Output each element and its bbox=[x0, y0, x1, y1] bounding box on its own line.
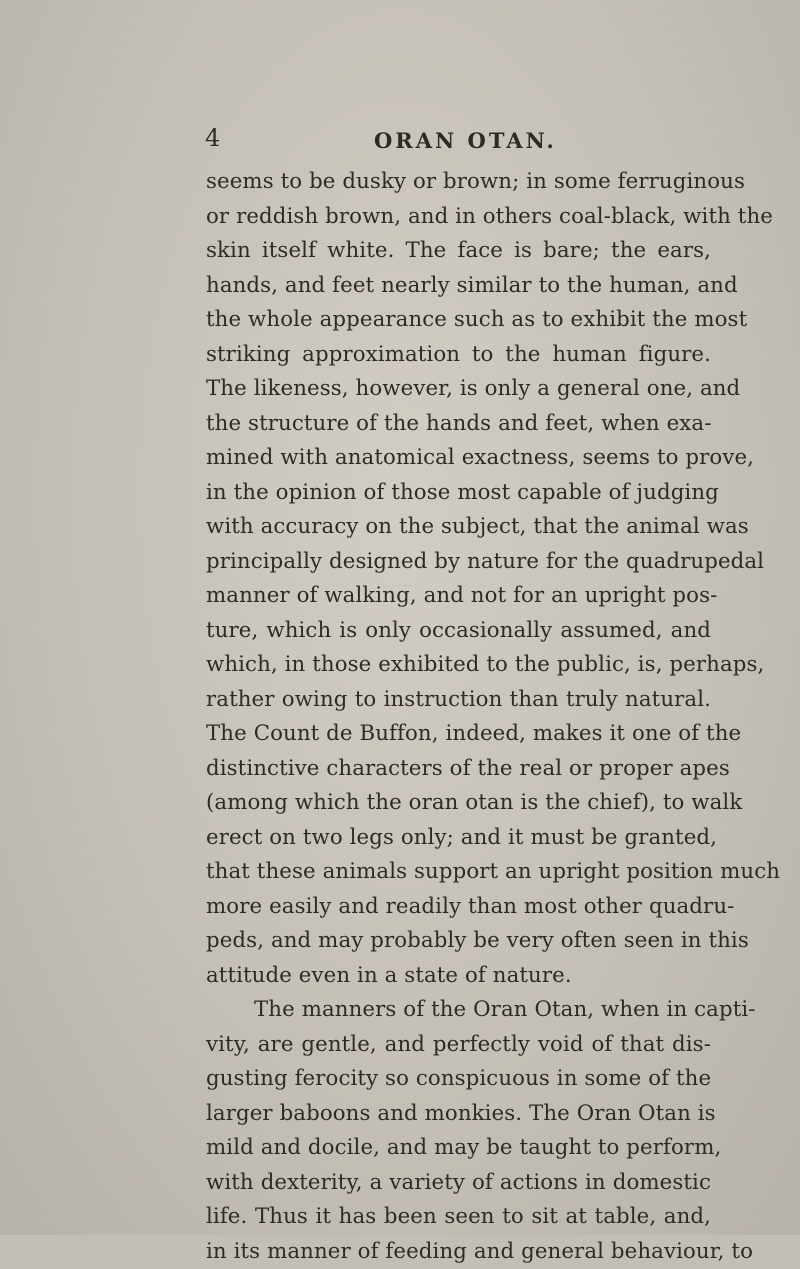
text-line: more easily and readily than most other quadru- bbox=[206, 890, 711, 925]
text-line: striking approximation to the human figure. bbox=[206, 338, 711, 373]
text-line: larger baboons and monkies. The Oran Otan is bbox=[206, 1097, 711, 1132]
running-head: ORAN OTAN. bbox=[374, 128, 557, 153]
text-line: with accuracy on the subject, that the animal was bbox=[206, 510, 711, 545]
text-line: principally designed by nature for the quadrupedal bbox=[206, 545, 711, 580]
text-line: distinctive characters of the real or proper apes bbox=[206, 752, 711, 787]
page-number: 4 bbox=[205, 124, 221, 152]
text-line: in its manner of feeding and general behaviour, to bbox=[206, 1235, 711, 1269]
text-line: which, in those exhibited to the public, is, perhaps, bbox=[206, 648, 711, 683]
text-line: erect on two legs only; and it must be granted, bbox=[206, 821, 711, 856]
text-line: attitude even in a state of nature. bbox=[206, 959, 711, 994]
text-line: vity, are gentle, and perfectly void of that dis- bbox=[206, 1028, 711, 1063]
text-line: seems to be dusky or brown; in some ferruginous bbox=[206, 165, 711, 200]
text-line: skin itself white. The face is bare; the ears, bbox=[206, 234, 711, 269]
text-line: The Count de Buffon, indeed, makes it one of the bbox=[206, 717, 711, 752]
text-line: (among which the oran otan is the chief), to walk bbox=[206, 786, 711, 821]
text-line: mined with anatomical exactness, seems to prove, bbox=[206, 441, 711, 476]
text-line: hands, and feet nearly similar to the human, and bbox=[206, 269, 711, 304]
text-line: manner of walking, and not for an upright pos- bbox=[206, 579, 711, 614]
text-line: the whole appearance such as to exhibit the most bbox=[206, 303, 711, 338]
text-line: peds, and may probably be very often seen in this bbox=[206, 924, 711, 959]
text-line: the structure of the hands and feet, when exa- bbox=[206, 407, 711, 442]
text-line: The likeness, however, is only a general one, and bbox=[206, 372, 711, 407]
page-header bbox=[0, 118, 800, 158]
text-line: gusting ferocity so conspicuous in some of the bbox=[206, 1062, 711, 1097]
body-text bbox=[206, 165, 711, 1269]
text-line: mild and docile, and may be taught to perform, bbox=[206, 1131, 711, 1166]
text-line: or reddish brown, and in others coal-black, with the bbox=[206, 200, 711, 235]
text-line: in the opinion of those most capable of judging bbox=[206, 476, 711, 511]
text-line: life. Thus it has been seen to sit at table, and, bbox=[206, 1200, 711, 1235]
text-line: ture, which is only occasionally assumed, and bbox=[206, 614, 711, 649]
text-line: The manners of the Oran Otan, when in capti- bbox=[206, 993, 711, 1028]
text-line: that these animals support an upright position much bbox=[206, 855, 711, 890]
text-line: with dexterity, a variety of actions in domestic bbox=[206, 1166, 711, 1201]
text-line: rather owing to instruction than truly natural. bbox=[206, 683, 711, 718]
